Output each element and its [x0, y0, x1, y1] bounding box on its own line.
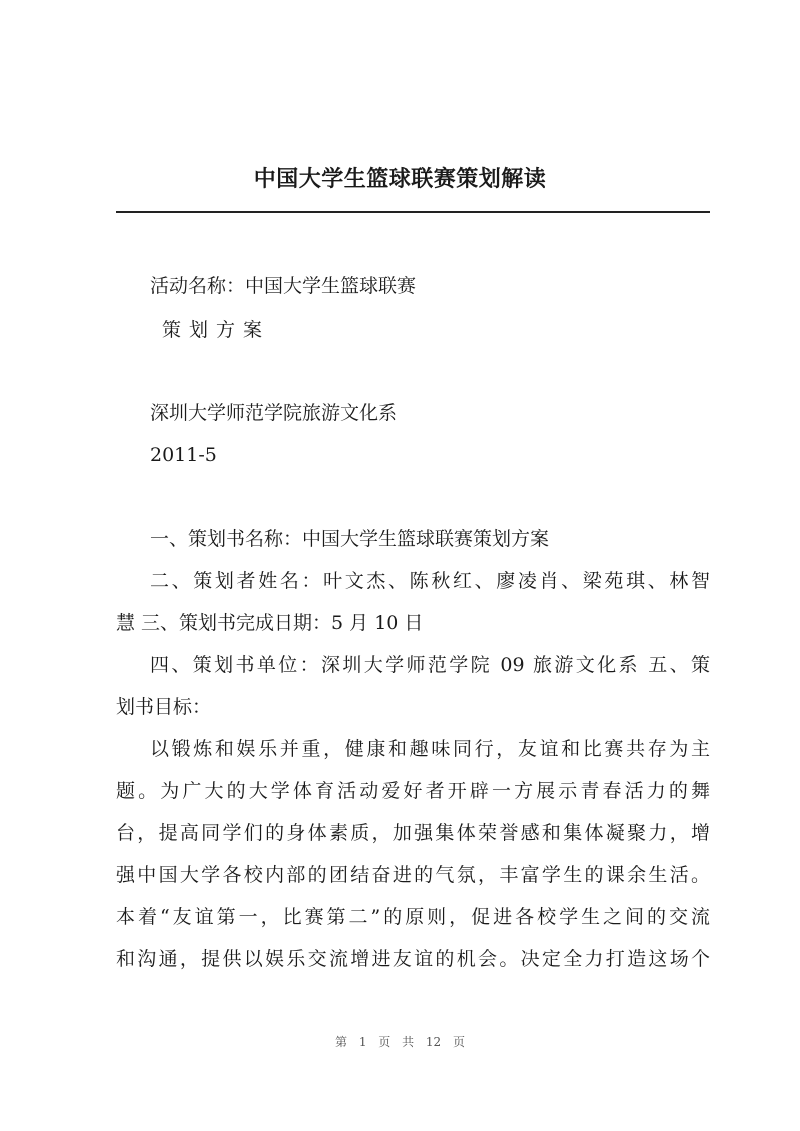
body-line: 以锻炼和娱乐并重，健康和趣味同行，友谊和比赛共存为主 [150, 738, 710, 760]
body-line: 题。为广大的大学体育活动爱好者开辟一方展示青春活力的舞 [116, 780, 710, 802]
activity-name: 活动名称：中国大学生篮球联赛 [150, 275, 417, 297]
body-line: 台，提高同学们的身体素质，加强集体荣誉感和集体凝聚力，增 [116, 822, 710, 844]
page-footer: 第 1 页 共 12 页 [335, 1035, 465, 1049]
body-line: 一、策划书名称：中国大学生篮球联赛策划方案 [150, 528, 550, 550]
document-date: 2011-5 [150, 444, 217, 466]
title-underline [116, 211, 710, 213]
body-line: 强中国大学各校内部的团结奋进的气氛，丰富学生的课余生活。 [116, 864, 710, 886]
document-title: 中国大学生篮球联赛策划解读 [253, 166, 547, 192]
body-line: 划书目标： [116, 696, 212, 718]
body-line: 四、策划书单位：深圳大学师范学院 09 旅游文化系 五、策 [150, 654, 710, 676]
body-line: 慧 三、策划书完成日期：5 月 10 日 [116, 612, 424, 634]
organization: 深圳大学师范学院旅游文化系 [150, 402, 398, 424]
body-line: 二、策划者姓名：叶文杰、陈秋红、廖凌肖、梁苑琪、林智 [150, 570, 710, 592]
body-line: 和沟通，提供以娱乐交流增进友谊的机会。决定全力打造这场个 [116, 948, 710, 970]
body-line: 本着“友谊第一，比赛第二”的原则，促进各校学生之间的交流 [116, 906, 710, 928]
plan-subtitle: 策划方案 [162, 319, 271, 341]
